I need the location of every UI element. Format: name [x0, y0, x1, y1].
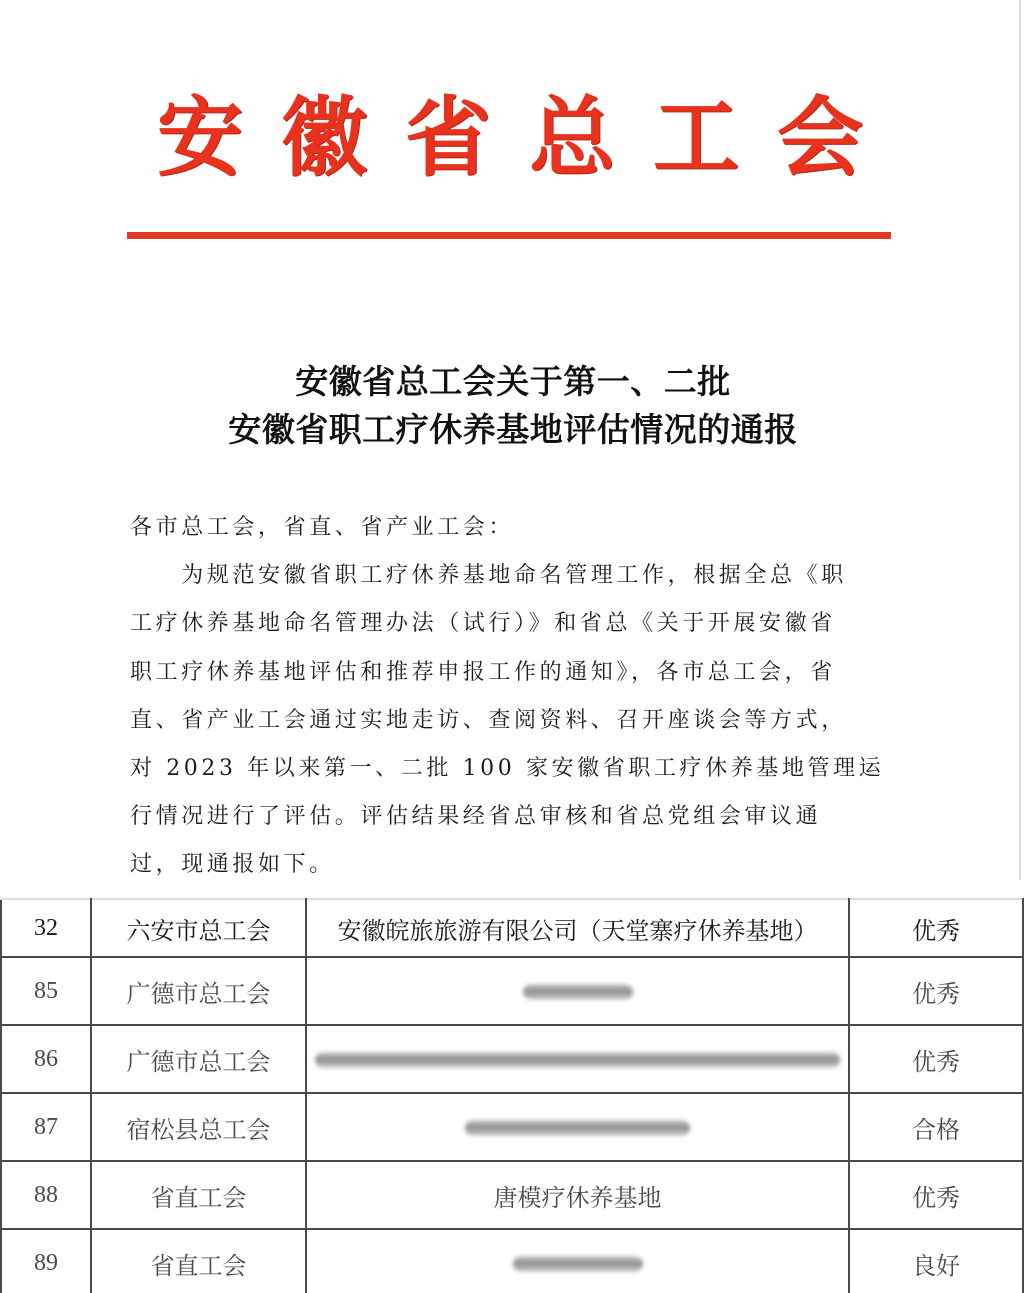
table-row: [1, 1161, 1023, 1229]
base-name-redacted: [306, 957, 849, 1025]
masthead-char: 总: [529, 87, 615, 188]
table-row: [1, 1025, 1023, 1093]
union-name: 广德市总工会: [91, 1025, 306, 1093]
masthead-char: 工: [653, 87, 739, 188]
body-line: 职工疗休养基地评估和推荐申报工作的通知》，各市总工会，省: [130, 659, 836, 685]
redaction-blur: [315, 1052, 840, 1068]
grade: 合格: [849, 1093, 1023, 1161]
row-number: 85: [1, 957, 91, 1025]
body-line: 为规范安徽省职工疗休养基地命名管理工作，根据全总《职: [130, 563, 847, 589]
row-number: 32: [1, 899, 91, 957]
base-name: 安徽皖旅旅游有限公司（天堂寨疗休养基地）: [306, 899, 849, 957]
union-name: 六安市总工会: [91, 899, 306, 957]
salutation: 各市总工会，省直、省产业工会：: [130, 515, 515, 540]
redaction-blur: [465, 1120, 690, 1136]
row-number: 87: [1, 1093, 91, 1161]
row-number: 89: [1, 1229, 91, 1293]
grade: 优秀: [849, 1161, 1023, 1229]
masthead-char: 会: [777, 87, 863, 188]
document-body: [130, 504, 892, 890]
red-header-rule: [127, 232, 891, 239]
masthead-char: 安: [157, 87, 243, 188]
masthead-char: 省: [405, 87, 491, 188]
title-line-2: 安徽省职工疗休养基地评估情况的通报: [228, 410, 798, 449]
base-name-redacted: [306, 1025, 849, 1093]
row-number: 86: [1, 1025, 91, 1093]
table-row: [1, 899, 1023, 957]
results-table: [0, 898, 1024, 1293]
table-row: [1, 1229, 1023, 1293]
grade: 优秀: [849, 957, 1023, 1025]
evaluation-results-table: [0, 898, 1024, 1293]
body-line: 工疗休养基地命名管理办法（试行）》和省总《关于开展安徽省: [130, 611, 836, 637]
body-line: 过，现通报如下。: [130, 852, 335, 878]
masthead-letterhead: [150, 88, 870, 188]
base-name-redacted: [306, 1093, 849, 1161]
row-number: 88: [1, 1161, 91, 1229]
document-title: [0, 358, 1024, 454]
table-row: [1, 1093, 1023, 1161]
union-name: 宿松县总工会: [91, 1093, 306, 1161]
union-name: 省直工会: [91, 1229, 306, 1293]
base-name: 唐模疗休养基地: [306, 1161, 849, 1229]
masthead-char: 徽: [281, 87, 367, 188]
redaction-blur: [523, 984, 633, 1000]
union-name: 省直工会: [91, 1161, 306, 1229]
body-line: 对 2023 年以来第一、二批 100 家安徽省职工疗休养基地管理运: [130, 756, 885, 782]
title-line-1: 安徽省总工会关于第一、二批: [295, 362, 731, 401]
body-line: 直、省产业工会通过实地走访、查阅资料、召开座谈会等方式，: [130, 707, 847, 733]
base-name-redacted: [306, 1229, 849, 1293]
body-line: 行情况进行了评估。评估结果经省总审核和省总党组会审议通: [130, 804, 822, 830]
grade: 优秀: [849, 899, 1023, 957]
union-name: 广德市总工会: [91, 957, 306, 1025]
redaction-blur: [513, 1256, 643, 1272]
table-row: [1, 957, 1023, 1025]
grade: 良好: [849, 1229, 1023, 1293]
grade: 优秀: [849, 1025, 1023, 1093]
